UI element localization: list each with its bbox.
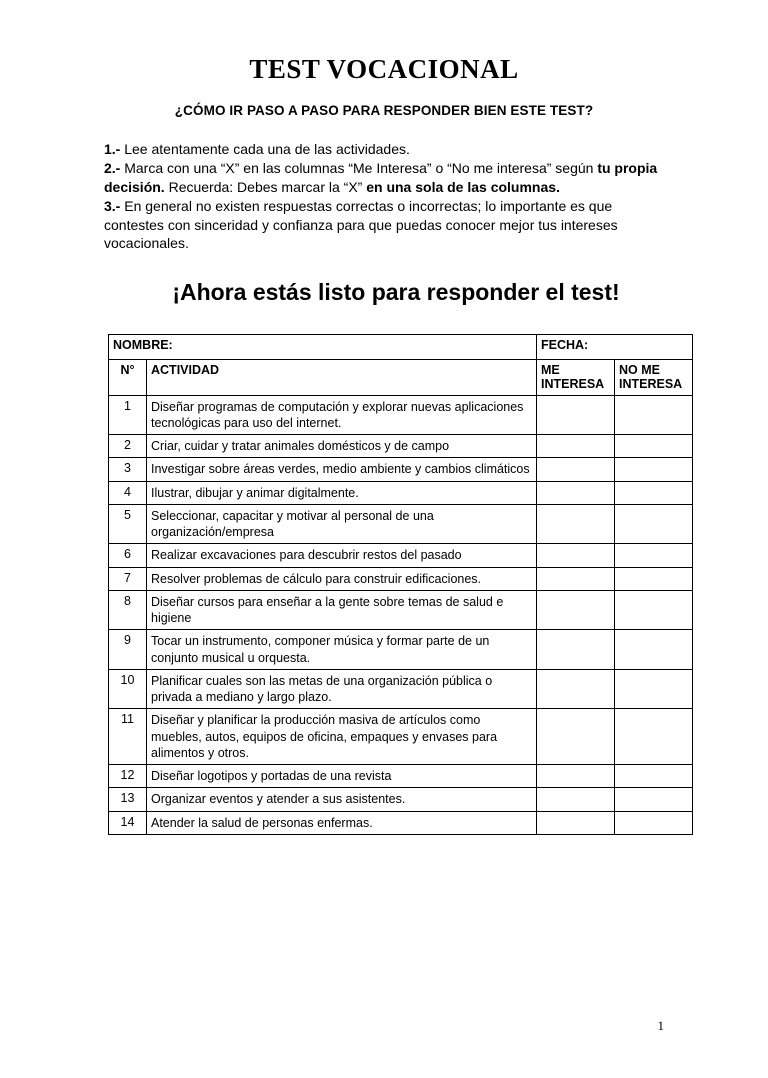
row-number: 3 [109,458,147,481]
vocational-test-table [108,334,693,835]
instruction-2-text2: Recuerda: Debes marcar la “X” [164,178,367,195]
table-row [109,709,693,765]
column-header-not-interested-line1: NO ME [619,362,660,377]
table-row [109,395,693,435]
row-mark-interested[interactable] [537,567,615,590]
row-number: 4 [109,481,147,504]
row-activity: Criar, cuidar y tratar animales domésticos y de campo [147,435,537,458]
row-mark-interested[interactable] [537,669,615,709]
row-activity: Ilustrar, dibujar y animar digitalmente. [147,481,537,504]
column-header-interested-line2: INTERESA [541,377,605,392]
table-row [109,630,693,670]
row-mark-interested[interactable] [537,435,615,458]
row-mark-interested[interactable] [537,765,615,788]
row-number: 5 [109,504,147,544]
row-mark-interested[interactable] [537,544,615,567]
row-activity: Resolver problemas de cálculo para construir edificaciones. [147,567,537,590]
instruction-2-number: 2.- [104,160,121,177]
row-number: 13 [109,788,147,811]
row-activity: Diseñar cursos para enseñar a la gente sobre temas de salud e higiene [147,590,537,630]
table-row [109,811,693,834]
row-mark-not-interested[interactable] [615,567,693,590]
row-mark-interested[interactable] [537,590,615,630]
table-row [109,788,693,811]
instructions-block [0,140,768,253]
table-header-row [109,359,693,395]
row-mark-interested[interactable] [537,630,615,670]
row-mark-interested[interactable] [537,709,615,765]
row-activity: Atender la salud de personas enfermas. [147,811,537,834]
row-mark-not-interested[interactable] [615,765,693,788]
row-activity: Diseñar logotipos y portadas de una revista [147,765,537,788]
document-subtitle: ¿CÓMO IR PASO A PASO PARA RESPONDER BIEN ESTE TEST? [174,103,594,118]
row-activity: Seleccionar, capacitar y motivar al personal de una organización/empresa [147,504,537,544]
column-header-number: N° [109,359,147,395]
row-mark-interested[interactable] [537,395,615,435]
table-row [109,435,693,458]
row-number: 11 [109,709,147,765]
instruction-2-bold-end: en una sola de las columnas [366,178,557,195]
test-table-wrapper [108,334,683,835]
instruction-2-period: . [556,178,560,195]
row-mark-interested[interactable] [537,481,615,504]
instruction-2-text: Marca con una “X” en las columnas “Me Interesa” o “No me interesa” según [120,160,598,177]
row-mark-interested[interactable] [537,788,615,811]
column-header-not-interested [615,359,693,395]
row-mark-not-interested[interactable] [615,458,693,481]
row-mark-interested[interactable] [537,458,615,481]
instruction-1-text: Lee atentamente cada una de las actividades. [120,141,410,157]
document-page [0,54,768,1078]
row-number: 1 [109,395,147,435]
instruction-3-number: 3.- [104,198,121,215]
instruction-2-bold-mid: tu propia decisión. [104,160,658,195]
instruction-3 [104,197,664,252]
row-mark-interested[interactable] [537,504,615,544]
instruction-3-text: En general no existen respuestas correctas o incorrectas; lo importante es que contestes con sinceridad y confianza para que puedas conocer mejor tus intereses vocacionales. [104,198,618,252]
row-mark-not-interested[interactable] [615,435,693,458]
row-mark-not-interested[interactable] [615,669,693,709]
row-activity: Organizar eventos y atender a sus asistentes. [147,788,537,811]
row-mark-not-interested[interactable] [615,630,693,670]
date-field-label[interactable]: FECHA: [537,334,693,359]
row-number: 9 [109,630,147,670]
row-mark-not-interested[interactable] [615,590,693,630]
table-row [109,481,693,504]
row-mark-not-interested[interactable] [615,395,693,435]
name-field-label[interactable]: NOMBRE: [109,334,537,359]
row-mark-interested[interactable] [537,811,615,834]
row-number: 10 [109,669,147,709]
row-activity: Planificar cuales son las metas de una organización pública o privada a mediano y largo plazo. [147,669,537,709]
table-row [109,669,693,709]
row-activity: Investigar sobre áreas verdes, medio ambiente y cambios climáticos [147,458,537,481]
instruction-1 [104,140,664,158]
row-number: 14 [109,811,147,834]
row-mark-not-interested[interactable] [615,504,693,544]
row-number: 7 [109,567,147,590]
row-mark-not-interested[interactable] [615,481,693,504]
page-title: TEST VOCACIONAL [249,54,519,84]
column-header-not-interested-line2: INTERESA [619,377,683,392]
column-header-activity: ACTIVIDAD [147,359,537,395]
column-header-interested [537,359,615,395]
row-activity: Realizar excavaciones para descubrir restos del pasado [147,544,537,567]
row-number: 6 [109,544,147,567]
row-activity: Diseñar y planificar la producción masiva de artículos como muebles, autos, equipos de oficina, empaques y envases para alimentos y otros. [147,709,537,765]
row-number: 8 [109,590,147,630]
row-activity: Tocar un instrumento, componer música y formar parte de un conjunto musical u orquesta. [147,630,537,670]
row-number: 12 [109,765,147,788]
table-row [109,567,693,590]
row-activity: Diseñar programas de computación y explorar nuevas aplicaciones tecnológicas para uso del internet. [147,395,537,435]
row-mark-not-interested[interactable] [615,709,693,765]
row-mark-not-interested[interactable] [615,811,693,834]
instruction-2 [104,159,664,196]
instruction-1-number: 1.- [104,141,121,157]
column-header-interested-line1: ME [541,362,560,377]
table-row [109,504,693,544]
table-row [109,765,693,788]
row-number: 2 [109,435,147,458]
page-number: 1 [657,1018,664,1033]
ready-heading: ¡Ahora estás listo para responder el test! [172,278,620,305]
table-row [109,544,693,567]
table-row-name-date [109,334,693,359]
table-row [109,590,693,630]
row-mark-not-interested[interactable] [615,544,693,567]
table-row [109,458,693,481]
row-mark-not-interested[interactable] [615,788,693,811]
